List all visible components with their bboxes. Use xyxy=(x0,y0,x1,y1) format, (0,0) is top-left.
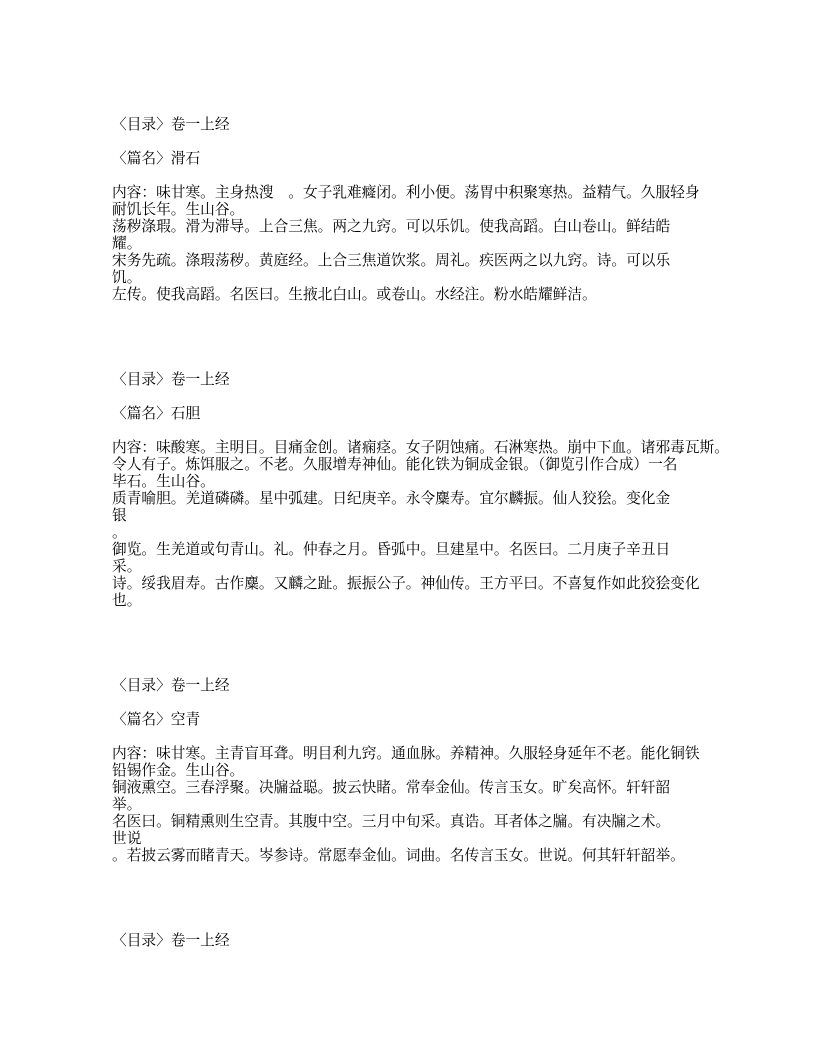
blank-line xyxy=(112,134,792,151)
text-line: 内容：味酸寒。主明目。目痛金创。诸痫痉。女子阴蚀痛。石淋寒热。崩中下血。诸邪毒瓦斯。 xyxy=(112,440,729,456)
entry-title: 〈篇名〉滑石 xyxy=(112,151,201,167)
text-line: 诗。绥我眉寿。古作麋。又麟之趾。振振公子。神仙传。王方平曰。不喜复作如此狡狯变化 xyxy=(112,576,700,592)
toc-heading: 〈目录〉卷一上经 xyxy=(112,372,230,388)
text-line: 也。 xyxy=(112,593,142,609)
text-line: 举。 xyxy=(112,797,142,813)
document-text xyxy=(112,117,792,950)
blank-line xyxy=(112,338,792,355)
blank-line xyxy=(112,916,792,933)
blank-line xyxy=(112,321,792,338)
text-line: 采。 xyxy=(112,559,142,575)
text-line: 质青喻胆。羌道磷磷。星中弧建。日纪庚辛。永令麋寿。宜尔麟振。仙人狡狯。变化金 xyxy=(112,491,671,507)
blank-line xyxy=(112,729,792,746)
entry-title: 〈篇名〉空青 xyxy=(112,712,201,728)
text-line: 耀。 xyxy=(112,236,142,252)
toc-heading: 〈目录〉卷一上经 xyxy=(112,117,230,133)
entry-title: 〈篇名〉石胆 xyxy=(112,406,201,422)
text-line: 御览。生羌道或句青山。礼。仲春之月。昏弧中。旦建星中。名医曰。二月庚子辛丑日 xyxy=(112,542,671,558)
text-line: 世说 xyxy=(112,831,142,847)
blank-line xyxy=(112,355,792,372)
text-line: 银 xyxy=(112,508,127,524)
blank-line xyxy=(112,423,792,440)
blank-line xyxy=(112,882,792,899)
text-line: 左传。使我高蹈。名医曰。生掖北白山。或卷山。水经注。粉水皓耀鲜洁。 xyxy=(112,287,597,303)
text-line: 荡秽涤瑕。滑为滞导。上合三焦。两之九窍。可以乐饥。使我高蹈。白山卷山。鲜结皓 xyxy=(112,219,671,235)
text-line: 毕石。生山谷。 xyxy=(112,474,215,490)
blank-line xyxy=(112,865,792,882)
text-line: 耐饥长年。生山谷。 xyxy=(112,202,245,218)
blank-line xyxy=(112,304,792,321)
text-line: 。 xyxy=(112,525,127,541)
blank-line xyxy=(112,695,792,712)
text-line: 内容：味甘寒。主身热溲 。女子乳难癃闭。利小便。荡胃中积聚寒热。益精气。久服轻身 xyxy=(112,185,700,201)
text-line: 饥。 xyxy=(112,270,142,286)
text-line: 内容：味甘寒。主青盲耳聋。明目利九窍。通血脉。养精神。久服轻身延年不老。能化铜铁 xyxy=(112,746,700,762)
text-line: 宋务先疏。涤瑕荡秽。黄庭经。上合三焦道饮浆。周礼。疾医两之以九窍。诗。可以乐 xyxy=(112,253,671,269)
text-line: 。若披云雾而睹青天。岑参诗。常愿奉金仙。词曲。名传言玉女。世说。何其轩轩韶举。 xyxy=(112,848,685,864)
blank-line xyxy=(112,661,792,678)
blank-line xyxy=(112,610,792,627)
blank-line xyxy=(112,168,792,185)
blank-line xyxy=(112,627,792,644)
text-line: 铜液熏空。三春浮聚。决牖益聪。披云快睹。常奉金仙。传言玉女。旷矣高怀。轩轩韶 xyxy=(112,780,671,796)
text-line: 名医曰。铜精熏则生空青。其腹中空。三月中旬采。真诰。耳者体之牖。有决牖之术。 xyxy=(112,814,671,830)
blank-line xyxy=(112,389,792,406)
text-line: 令人有子。炼饵服之。不老。久服增寿神仙。能化铁为铜成金银。（御览引作合成）一名 xyxy=(112,457,678,473)
blank-line xyxy=(112,644,792,661)
toc-heading: 〈目录〉卷一上经 xyxy=(112,933,230,949)
toc-heading: 〈目录〉卷一上经 xyxy=(112,678,230,694)
blank-line xyxy=(112,899,792,916)
text-line: 铅锡作金。生山谷。 xyxy=(112,763,245,779)
